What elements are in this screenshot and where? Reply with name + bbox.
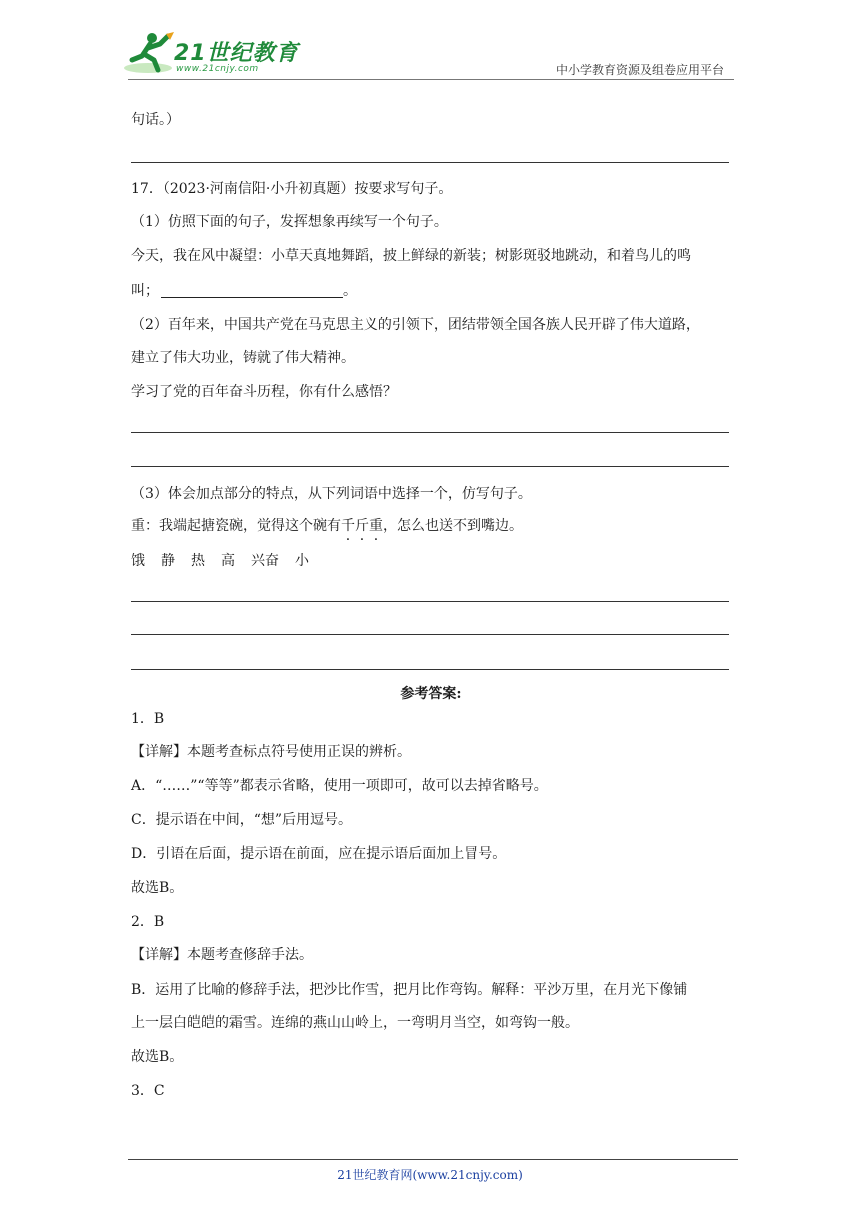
answer-line [131,466,729,467]
q17-part3-end: ，怎么也送不到嘴边。 [383,518,523,534]
answer-1-option-d: D．引语在后面，提示语在前面，应在提示语后面加上冒号。 [131,846,507,862]
footer-link[interactable]: 21世纪教育网(www.21cnjy.com) [337,1168,523,1182]
footer-divider [128,1159,738,1160]
answer-line [131,432,729,433]
q17-part1-example-line2 [131,281,731,301]
answer-2-option-b-line1: B．运用了比喻的修辞手法，把沙比作雪，把月比作弯钩。解释：平沙万里，在月光下像铺 [131,982,688,998]
q17-part1-end: 。 [343,283,357,299]
header-divider [128,79,734,80]
q17-part2-question: 学习了党的百年奋斗历程，你有什么感悟？ [131,384,397,400]
site-logo[interactable] [122,30,299,80]
q17-part2-line2: 建立了伟大功业，铸就了伟大精神。 [131,350,355,366]
answer-1-option-c: C．提示语在中间，“想”后用逗号。 [131,812,353,828]
word-choice: 热 [191,553,205,569]
emphasis-char: 重 [369,518,383,534]
answer-1-detail: 【详解】本题考查标点符号使用正误的辨析。 [131,744,411,760]
emphasis-char: 斤 [355,518,369,534]
runner-logo-icon [122,30,178,76]
q17-part1-prompt: （1）仿照下面的句子，发挥想象再续写一个句子。 [131,214,448,230]
answer-2-option-b-line2: 上一层白皑皑的霜雪。连绵的燕山山岭上，一弯明月当空，如弯钩一般。 [131,1015,579,1031]
answer-line [131,162,729,163]
answers-heading: 参考答案: [400,686,462,702]
logo-url: www.21cnjy.com [176,64,259,74]
q17-part2-line1: （2）百年来，中国共产党在马克思主义的引领下，团结带领全国各族人民开辟了伟大道路， [131,317,700,333]
emphasis-char: 千 [341,518,355,534]
word-choice: 静 [161,553,175,569]
answer-2: 2．B [131,914,165,930]
answer-3: 3．C [131,1083,165,1099]
q17-part3-example [131,516,731,536]
word-choices [131,551,731,571]
answer-2-detail: 【详解】本题考查修辞手法。 [131,947,313,963]
fill-in-blank[interactable] [161,283,343,298]
word-choice: 小 [295,553,309,569]
word-choice: 高 [221,553,235,569]
q17-part3-lead: 重：我端起搪瓷碗，觉得这个碗有 [131,518,341,534]
word-choice: 兴奋 [251,553,279,569]
continued-text: 句话。） [131,112,180,128]
platform-name: 中小学教育资源及组卷应用平台 [555,63,724,77]
answer-1-choice: 故选B。 [131,880,184,896]
q17-part1-lead: 叫； [131,283,159,299]
page-header [0,0,860,84]
answer-1-option-a: A．“……”“等等”都表示省略，使用一项即可，故可以去掉省略号。 [131,778,548,794]
answer-1: 1．B [131,711,165,727]
answer-line [131,601,729,602]
logo-text: 21世纪教育 [174,41,299,66]
question-17-title: 17．（2023·河南信阳·小升初真题）按要求写句子。 [131,181,453,197]
q17-part3-prompt: （3）体会加点部分的特点，从下列词语中选择一个，仿写句子。 [131,486,532,502]
q17-part1-example-line1: 今天，我在风中凝望：小草天真地舞蹈，披上鲜绿的新装；树影斑驳地跳动，和着鸟儿的鸣 [131,248,691,264]
answer-2-choice: 故选B。 [131,1049,184,1065]
answer-line [131,669,729,670]
answer-line [131,634,729,635]
word-choice: 饿 [131,553,145,569]
